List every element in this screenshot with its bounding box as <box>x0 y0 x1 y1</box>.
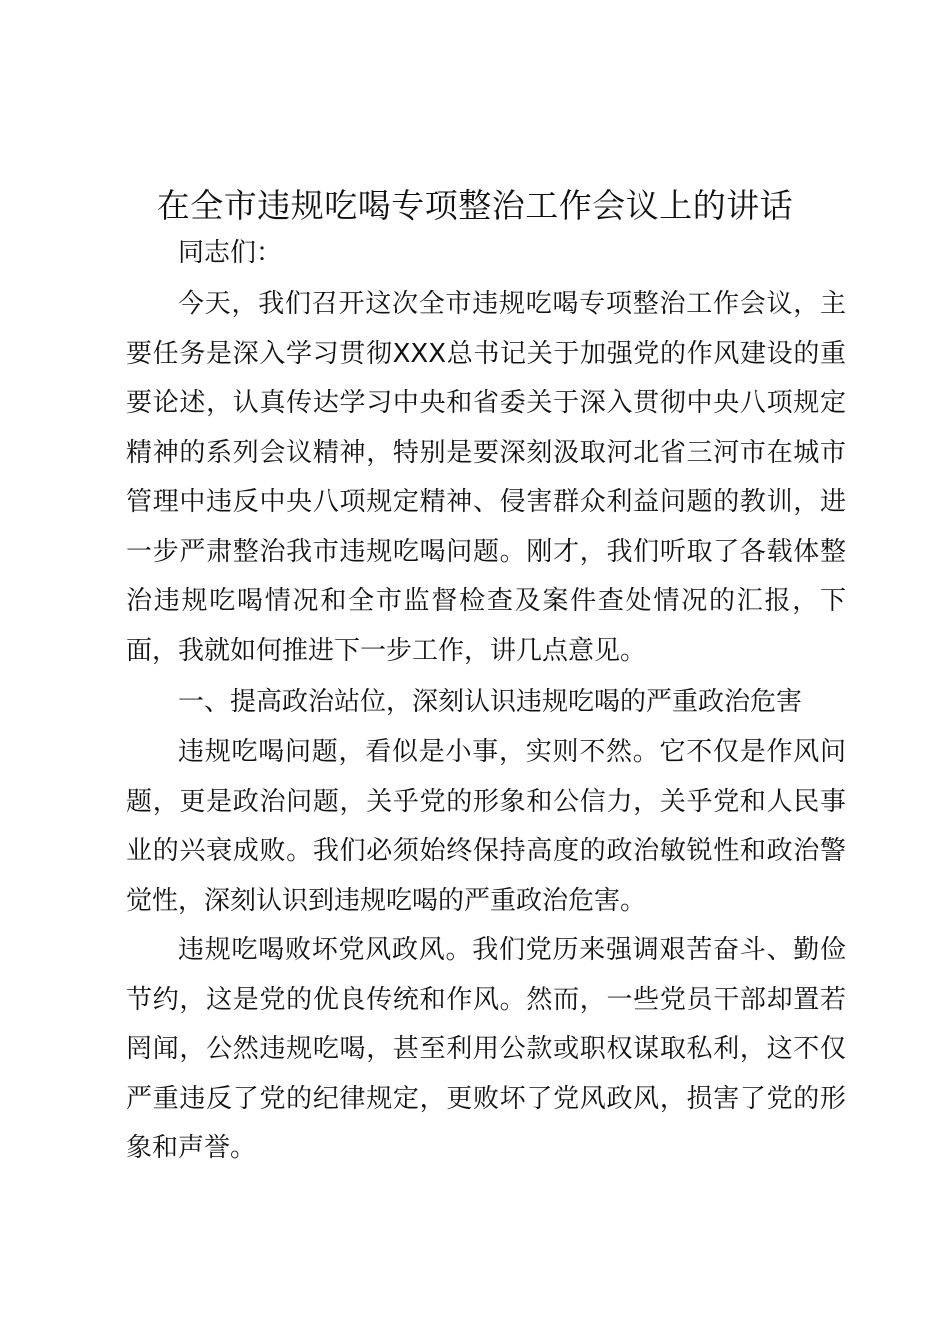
document-title: 在全市违规吃喝专项整治工作会议上的讲话 <box>156 186 794 225</box>
paragraph-section1-intro: 违规吃喝问题，看似是小事，实则不然。它不仅是作风问题，更是政治问题，关乎党的形象和公信力，关乎党和人民事业的兴衰成败。我们必须始终保持高度的政治敏锐性和政治警觉性，深刻认识到违规吃喝的严重政治危害。 <box>126 737 846 916</box>
section-heading-1: 一、提高政治站位，深刻认识违规吃喝的严重政治危害 <box>178 687 803 717</box>
salutation: 同志们： <box>178 238 283 268</box>
paragraph-section1-point1: 违规吃喝败坏党风政风。我们党历来强调艰苦奋斗、勤俭节约，这是党的优良传统和作风。然而，一些党员干部却置若罔闻，公然违规吃喝，甚至利用公款或职权谋取私利，这不仅严重违反了党的纪律规定，更败坏了党风政风，损害了党的形象和声誉。 <box>126 935 846 1163</box>
paragraph-opening: 今天，我们召开这次全市违规吃喝专项整治工作会议，主要任务是深入学习贯彻XXX总书记关于加强党的作风建设的重要论述，认真传达学习中央和省委关于深入贯彻中央八项规定精神的系列会议精神，特别是要深刻汲取河北省三河市在城市管理中违反中央八项规定精神、侵害群众利益问题的教训，进一步严肃整治我市违规吃喝问题。刚才，我们听取了各载体整治违规吃喝情况和全市监督检查及案件查处情况的汇报，下面，我就如何推进下一步工作，讲几点意见。 <box>126 289 846 666</box>
